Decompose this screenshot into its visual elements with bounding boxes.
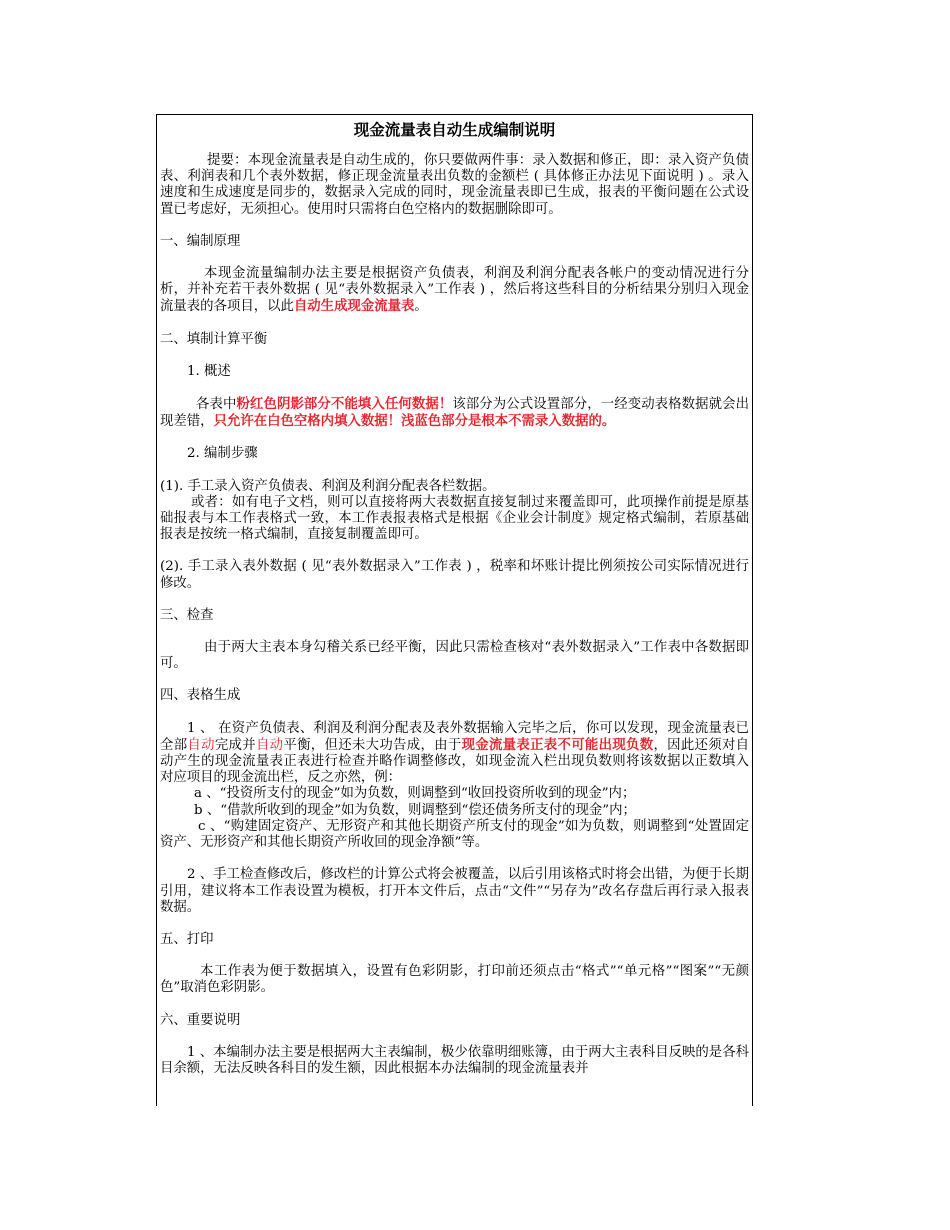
overview-text-a: 各表中 bbox=[196, 397, 237, 413]
generate-auto-2: 自动 bbox=[255, 737, 284, 753]
generate-paragraph-2: 2 、手工检查修改后，修改栏的计算公式将会被覆盖，以后引用该格式时将会出错，为便于长期引用，建议将本工作表设置为模板，打开本文件后，点击“文件”“另存为”改名存盘后再行录入报表数据。 bbox=[160, 867, 749, 915]
section-heading-check: 三、检查 bbox=[160, 607, 214, 623]
abstract-paragraph: 提要：本现金流量表是自动生成的，你只要做两件事：录入数据和修正，即：录入资产负债表、利润表和几个表外数据，修正现金流量表出负数的金额栏 ( 具体修正办法见下面说明 ) 。录入速度和生成速度是同步的，数据录入完成的同时，现金流量表即已生成，报表的平衡问题在公式设置已考虑好，无须担心。使用时只需将白色空格内的数据删除即可。 bbox=[160, 153, 749, 217]
print-paragraph: 本工作表为便于数据填入，设置有色彩阴影，打印前还须点击“格式”“单元格”“图案”“无颜色”取消色彩阴影。 bbox=[160, 964, 749, 996]
principle-text: 本现金流量编制办法主要是根据资产负债表，利润及利润分配表各帐户的变动情况进行分析，并补充若干表外数据 ( 见“表外数据录入”工作表 ) ，然后将这些科目的分析结果分别归入现金流量表的各项目，以此 bbox=[160, 266, 749, 315]
document-frame bbox=[156, 114, 753, 1106]
example-item-b: b 、“借款所收到的现金”如为负数，则调整到“偿还债务所支付的现金”内； bbox=[194, 802, 636, 818]
principle-end: 。 bbox=[414, 299, 428, 315]
overview-warning-pink: 粉红色阴影部分不能填入任何数据！ bbox=[236, 396, 453, 413]
example-item-c: c 、“购建固定资产、无形资产和其他长期资产所支付的现金”如为负数，则调整到“处置固定资产、无形资产和其他长期资产所收回的现金净额”等。 bbox=[160, 818, 749, 851]
section-heading-principle: 一、编制原理 bbox=[160, 233, 241, 249]
generate-warning: 现金流量表正表不可能出现负数 bbox=[461, 736, 654, 753]
generate-text-b: 完成并 bbox=[214, 737, 256, 753]
generate-auto-1: 自动 bbox=[187, 737, 215, 753]
section-heading-generate: 四、表格生成 bbox=[160, 688, 241, 704]
principle-emphasis: 自动生成现金流量表 bbox=[293, 298, 415, 315]
section-heading-balance: 二、填制计算平衡 bbox=[160, 331, 268, 347]
section-heading-print: 五、打印 bbox=[160, 931, 214, 947]
generate-text-d: ，因此还须对自动产生的现金流量表正表进行检查并略作调整修改，如现金流入栏出现负数则将该数据以正数填入对应项目的现金流出栏，反之亦然，例： bbox=[160, 737, 750, 786]
step-2: (2). 手工录入表外数据 ( 见“表外数据录入”工作表 ) ，税率和坏账计提比例须按公司实际情况进行修改。 bbox=[160, 559, 749, 591]
subheading-overview: 1. 概述 bbox=[187, 363, 231, 379]
overview-warning-white: 只允许在白色空格内填入数据！浅蓝色部分是根本不需录入数据的。 bbox=[213, 413, 616, 430]
generate-text-c: 平衡，但还未大功告成，由于 bbox=[283, 737, 462, 753]
step-1: (1). 手工录入资产负债表、利润及利润分配表各栏数据。 bbox=[160, 478, 496, 494]
section-heading-important: 六、重要说明 bbox=[160, 1012, 241, 1028]
check-paragraph: 由于两大主表本身勾稽关系已经平衡，因此只需检查核对“表外数据录入”工作表中各数据即可。 bbox=[160, 640, 749, 672]
principle-paragraph bbox=[160, 266, 749, 316]
overview-paragraph bbox=[160, 396, 749, 430]
document-body bbox=[157, 115, 752, 1077]
generate-paragraph-1 bbox=[160, 721, 749, 787]
important-paragraph: 1 、本编制办法主要是根据两大主表编制，极少依靠明细账簿，由于两大主表科目反映的是各科目余额，无法反映各科目的发生额，因此根据本办法编制的现金流量表并 bbox=[160, 1044, 749, 1076]
subheading-steps: 2. 编制步骤 bbox=[187, 446, 258, 462]
document-title: 现金流量表自动生成编制说明 bbox=[353, 121, 556, 139]
overview-text-b: 该部分为公式设置部分，一经变动表格数据就会出现差错， bbox=[160, 397, 750, 430]
generate-text-a: 1 、 在资产负债表、利润及利润分配表及表外数据输入完毕之后，你可以发现，现金流量表已全部 bbox=[160, 720, 749, 753]
step-1-alternative: 或者：如有电子文档，则可以直接将两大表数据直接复制过来覆盖即可，此项操作前提是原基础报表与本工作表格式一致，本工作表报表格式是根据《企业会计制度》规定格式编制，若原基础报表是按统一格式编制，直接复制覆盖即可。 bbox=[160, 494, 749, 543]
example-item-a: a 、“投资所支付的现金”如为负数，则调整到“收回投资所收到的现金”内； bbox=[194, 786, 636, 802]
